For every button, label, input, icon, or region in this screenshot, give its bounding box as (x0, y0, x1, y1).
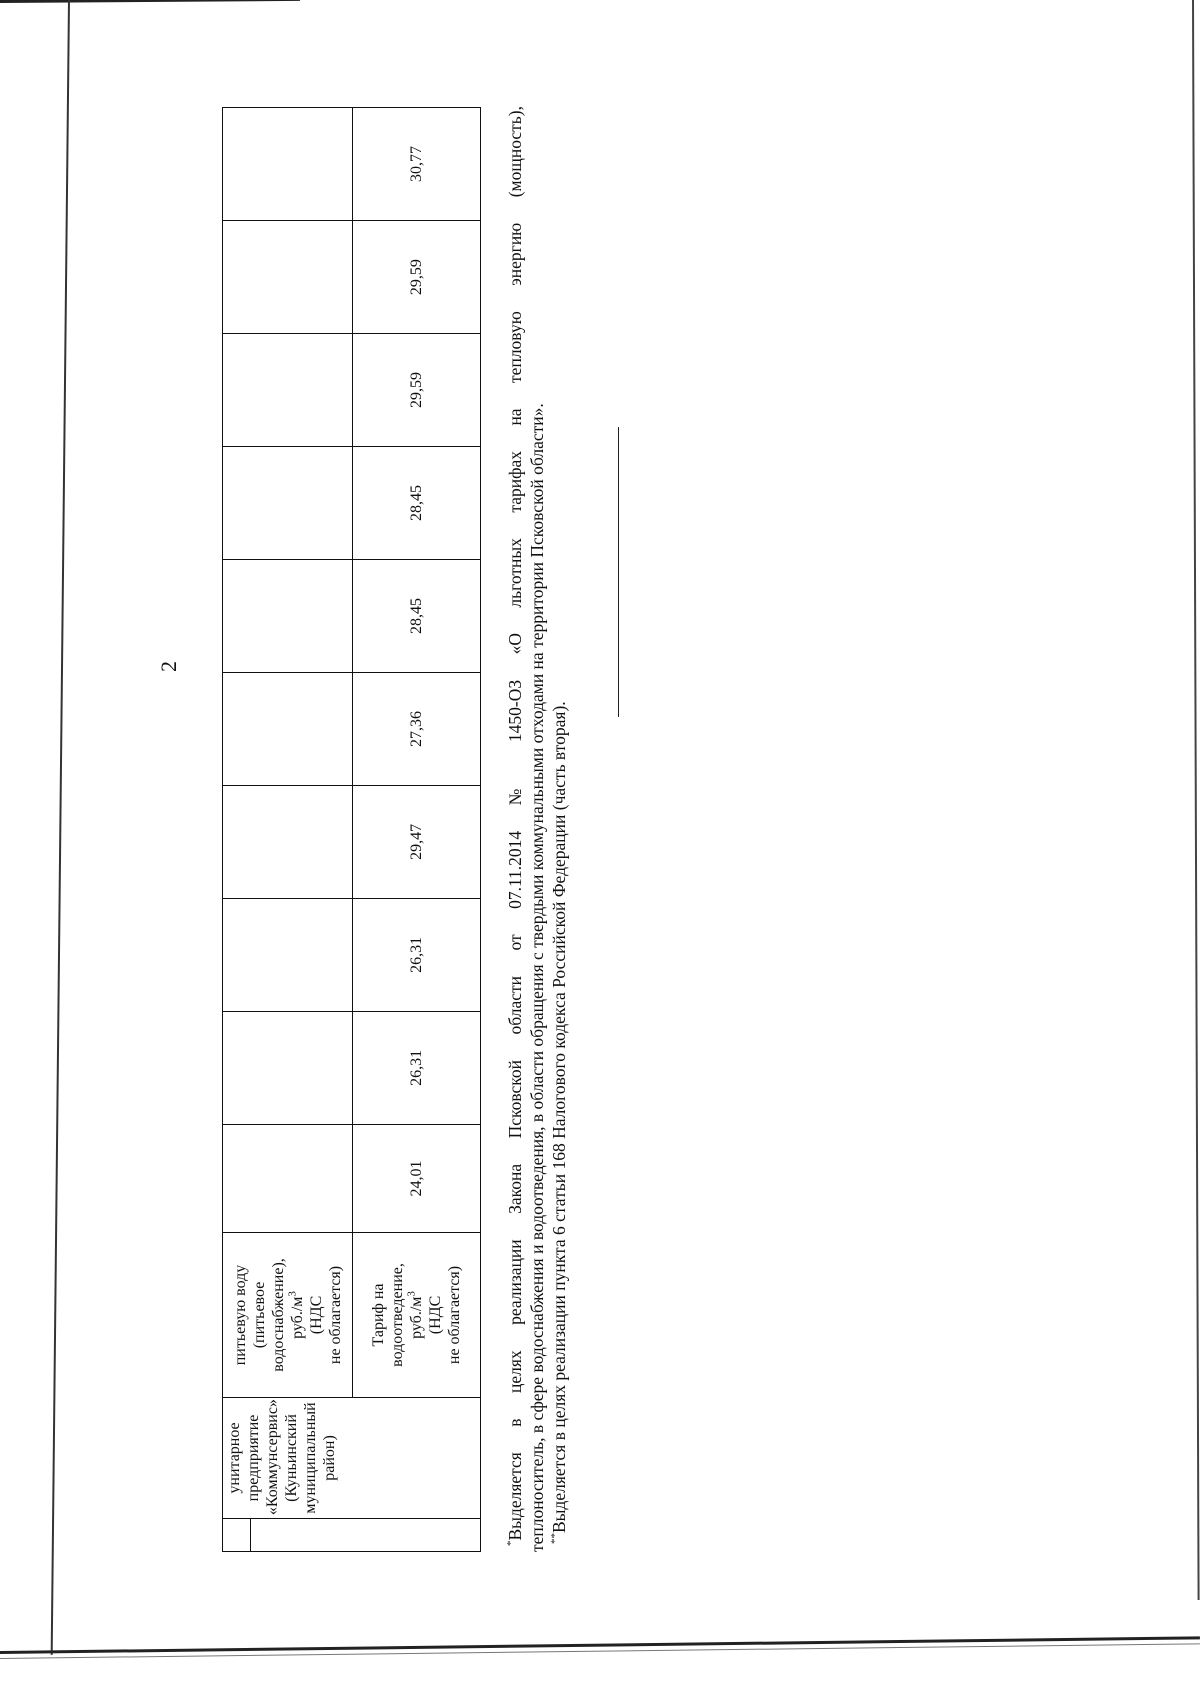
sewer-label-line1: Тариф на (370, 1283, 387, 1347)
page-number: 2 (156, 661, 181, 672)
sewer-value-cell: 26,31 (353, 1011, 481, 1124)
sewer-label-vat1: (НДС (427, 1295, 444, 1335)
footnote-2-mark: ** (549, 1533, 562, 1544)
water-value-cell (223, 898, 353, 1011)
sewer-label-line2: водоотведение, (389, 1263, 406, 1367)
scan-edge-top (0, 0, 300, 3)
organization-cell: унитарное предприятие «Коммунсервис» (Куньинский муниципальный район) (223, 1397, 481, 1518)
table-cell-corner (223, 1519, 251, 1552)
table-cell-left-blank (251, 1519, 481, 1552)
tariff-table (222, 107, 481, 1552)
sewer-value-cell: 26,31 (353, 898, 481, 1011)
sewer-value-cell: 28,45 (353, 447, 481, 560)
water-label-vat1: (НДС (307, 1295, 325, 1335)
sewer-value-cell: 28,45 (353, 560, 481, 673)
closing-rule (618, 427, 619, 717)
sewer-value-cell: 29,47 (353, 785, 481, 898)
table-row-sewer (353, 108, 481, 1552)
sewer-label-unit: руб./м (408, 1296, 425, 1339)
sewer-value-cell: 24,01 (353, 1124, 481, 1232)
sewer-tariff-label (353, 1233, 481, 1398)
table-row-top (223, 108, 251, 1552)
sewer-value-cell: 27,36 (353, 672, 481, 785)
scan-edge-left (51, 0, 70, 1655)
rotated-page-content (156, 102, 602, 1552)
water-value-cell (223, 672, 353, 785)
sewer-label-vat2: не облагается) (446, 1265, 463, 1365)
water-label-line1: питьевую воду (231, 1264, 249, 1366)
water-tariff-label (223, 1233, 353, 1398)
water-value-cell (223, 1124, 353, 1232)
water-value-cell (223, 447, 353, 560)
water-value-cell (223, 1011, 353, 1124)
footnote-1-line2: теплоноситель, в сфере водоснабжения и водоотведения, в области обращения с твердыми коммунальными отходами на территории Псковской области». (527, 403, 547, 1552)
footnote-2 (548, 104, 570, 1552)
water-value-cell (223, 560, 353, 673)
footnote-1-mark: * (505, 1540, 518, 1546)
footnote-1-line1 (504, 106, 526, 1552)
water-label-line2: (питьевое (250, 1281, 268, 1349)
water-value-cell (223, 785, 353, 898)
water-value-cell (223, 334, 353, 447)
water-value-cell (223, 221, 353, 334)
water-label-line3: водоснабжение), (269, 1258, 287, 1372)
water-label-unit-sup: 3 (286, 1291, 299, 1297)
water-label-vat2: не облагается) (326, 1265, 344, 1365)
sewer-value-cell: 30,77 (353, 108, 481, 221)
water-value-cell (223, 108, 353, 221)
sewer-label-unit-sup: 3 (405, 1291, 418, 1297)
footnote-2-text: Выделяется в целях реализации пункта 6 статьи 168 Налогового кодекса Российской Федерации (часть вторая). (549, 701, 569, 1533)
water-label-unit: руб./м (288, 1296, 306, 1339)
scan-edge-right (1192, 0, 1200, 1600)
sewer-value-cell: 29,59 (353, 334, 481, 447)
footnote-1-text: Выделяется в целях реализации Закона Псковской области от 07.11.2014 № 1450-ОЗ «О льготных тарифах на тепловую энергию (мощность), (505, 106, 525, 1541)
sewer-value-cell: 29,59 (353, 221, 481, 334)
